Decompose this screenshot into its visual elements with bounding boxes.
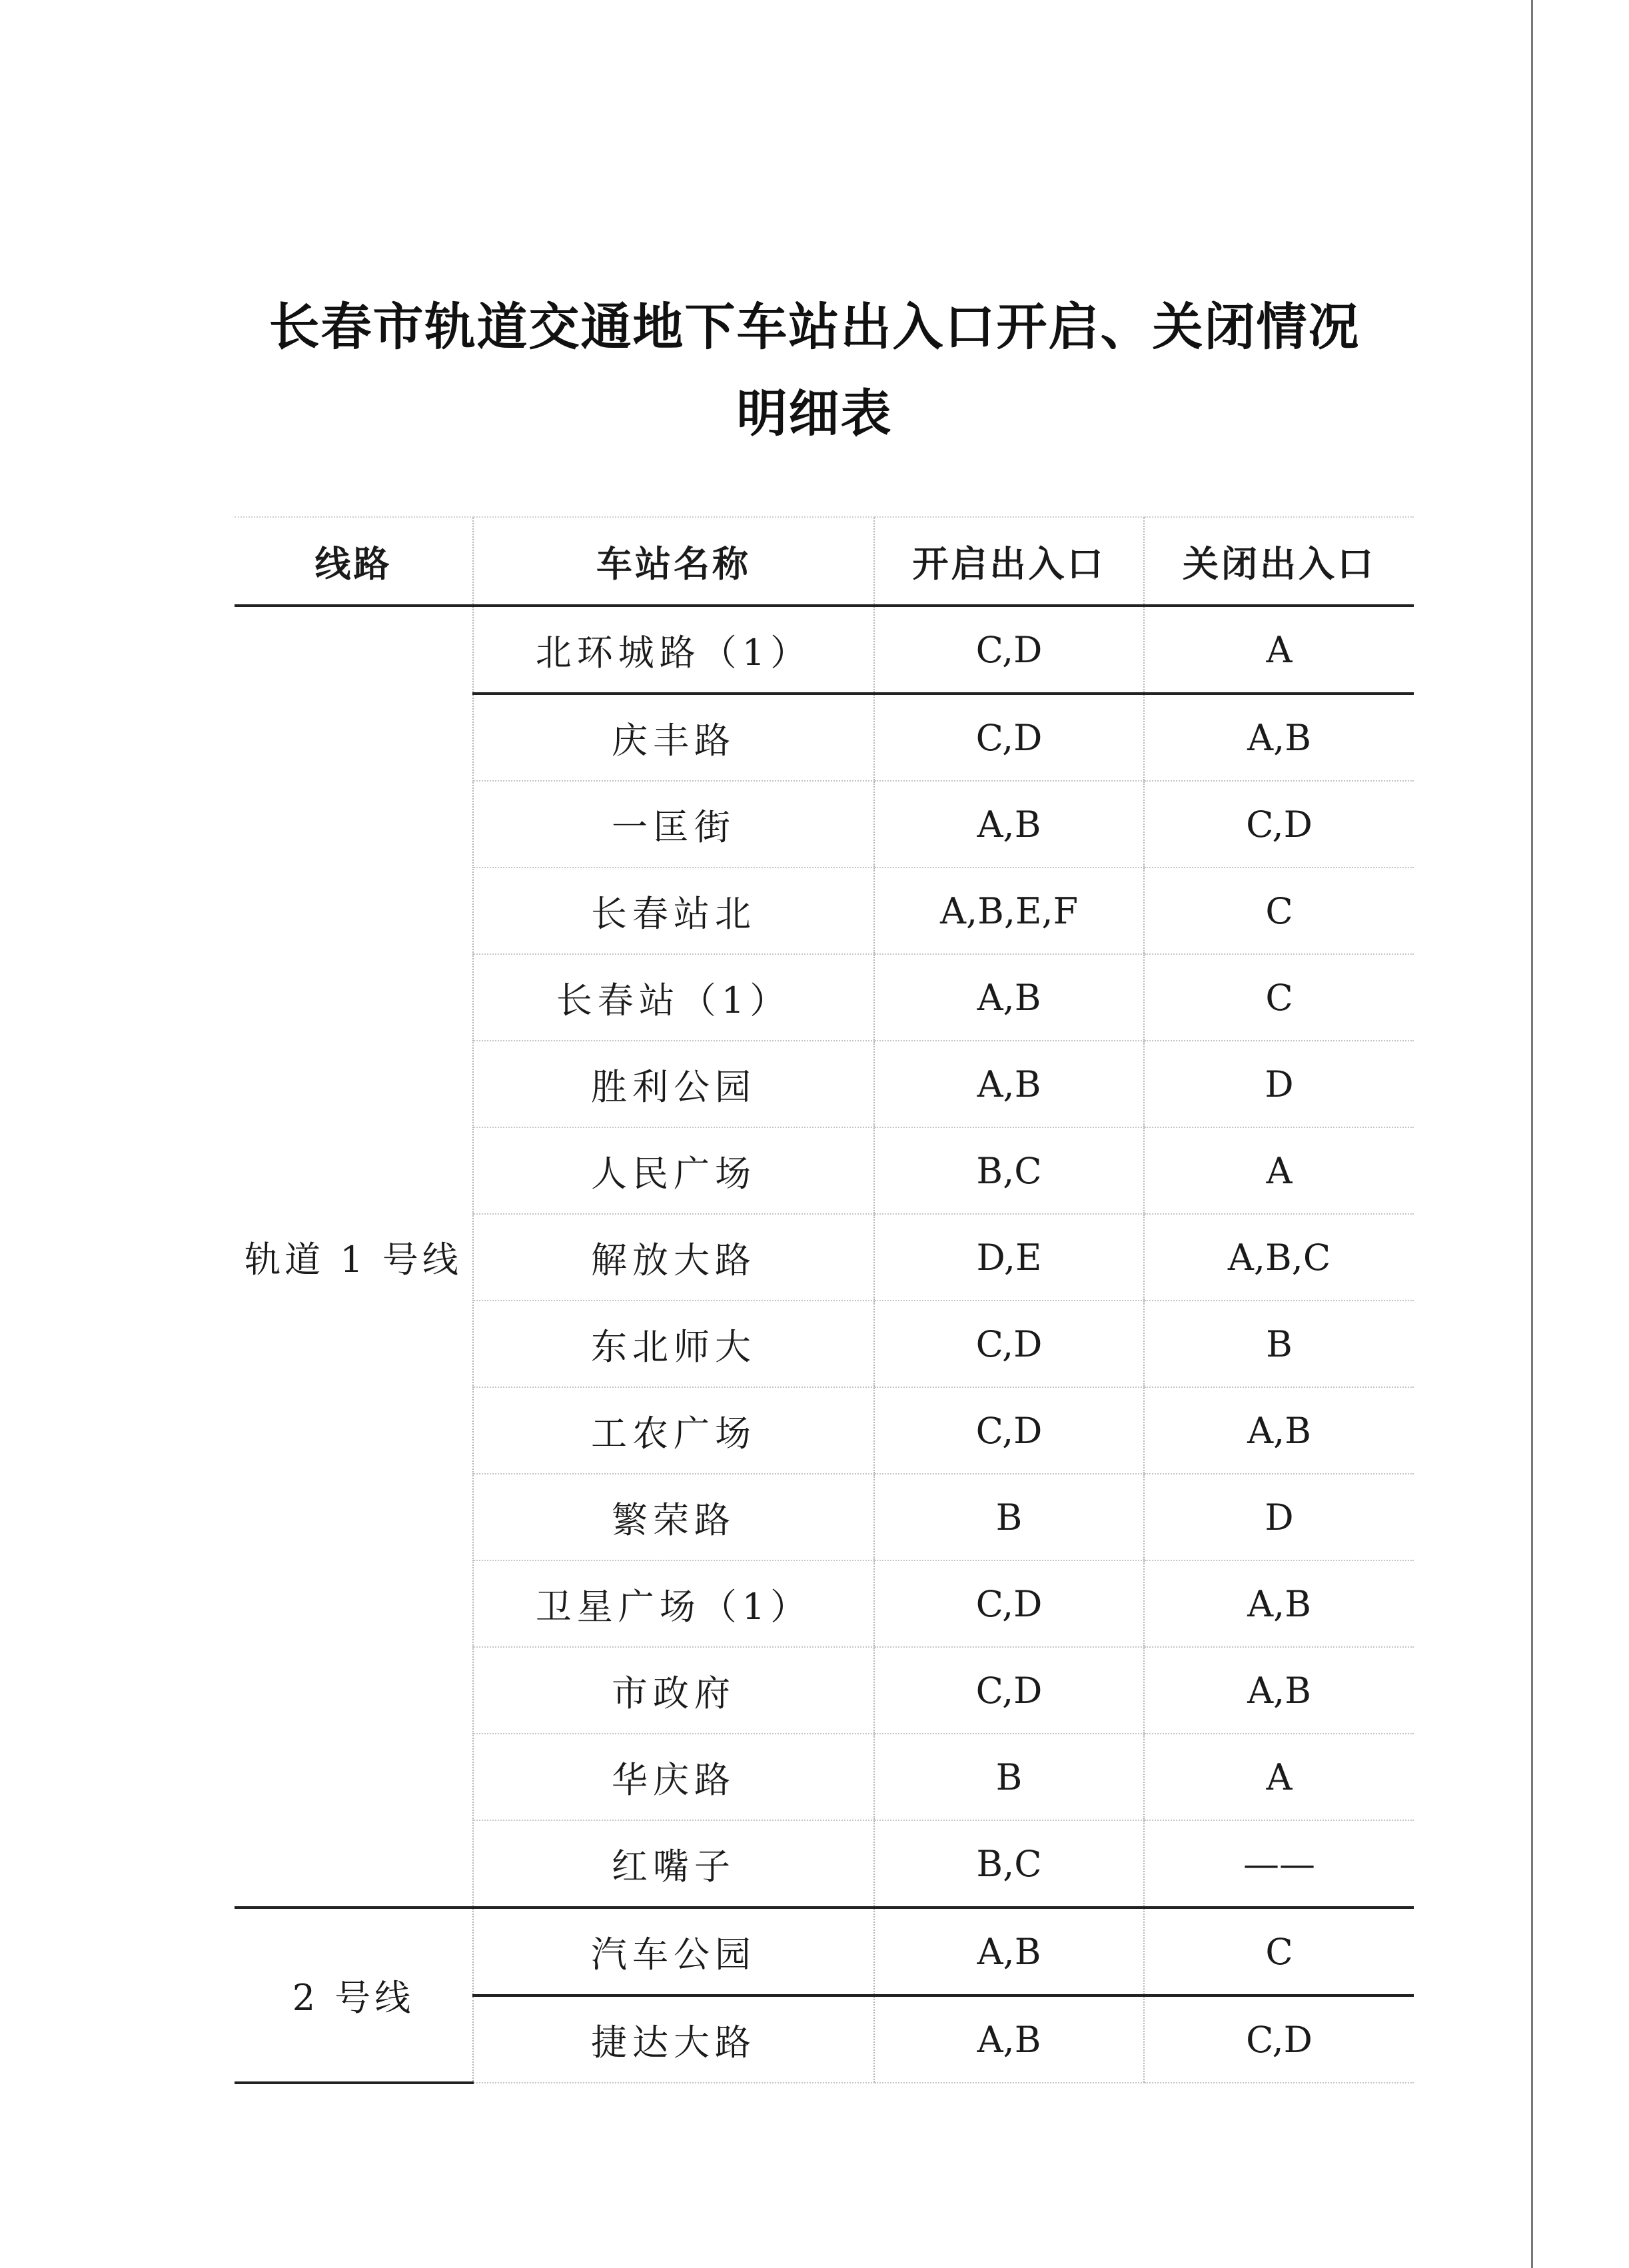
open-entrances: D,E [874, 1214, 1144, 1301]
closed-entrances: A,B,C [1144, 1214, 1414, 1301]
station-name: 解放大路 [473, 1214, 874, 1301]
open-entrances: C,D [874, 1387, 1144, 1474]
station-name: 东北师大 [473, 1301, 874, 1387]
closed-entrances: A,B [1144, 694, 1414, 781]
open-entrances: C,D [874, 694, 1144, 781]
open-entrances: A,B [874, 781, 1144, 867]
closed-entrances: C,D [1144, 1995, 1414, 2083]
station-name: 市政府 [473, 1647, 874, 1734]
open-entrances: B [874, 1734, 1144, 1820]
table-row [235, 606, 1414, 694]
closed-entrances: C [1144, 1908, 1414, 1995]
station-entrance-table [235, 516, 1414, 2084]
open-entrances: A,B [874, 954, 1144, 1041]
open-entrances: B,C [874, 1820, 1144, 1908]
open-entrances: A,B [874, 1995, 1144, 2083]
open-entrances: A,B [874, 1041, 1144, 1127]
closed-entrances: A,B [1144, 1387, 1414, 1474]
table-header-row [235, 517, 1414, 606]
document-title: 长春市轨道交通地下车站出入口开启、关闭情况 [269, 297, 1360, 356]
closed-entrances: D [1144, 1474, 1414, 1560]
table-body [235, 606, 1414, 2083]
header-station: 车站名称 [473, 517, 874, 606]
closed-entrances: A [1144, 1734, 1414, 1820]
line-cell: 轨道 1 号线 [235, 606, 473, 1908]
station-name: 一匡街 [473, 781, 874, 867]
station-name: 北环城路（1） [473, 606, 874, 694]
closed-entrances: D [1144, 1041, 1414, 1127]
station-name: 红嘴子 [473, 1820, 874, 1908]
station-name: 长春站（1） [473, 954, 874, 1041]
closed-entrances: —— [1144, 1820, 1414, 1908]
table-row [235, 1908, 1414, 1995]
open-entrances: C,D [874, 1647, 1144, 1734]
open-entrances: B [874, 1474, 1144, 1560]
open-entrances: C,D [874, 606, 1144, 694]
header-line: 线路 [235, 517, 473, 606]
station-name: 繁荣路 [473, 1474, 874, 1560]
open-entrances: A,B,E,F [874, 867, 1144, 954]
station-name: 工农广场 [473, 1387, 874, 1474]
closed-entrances: C,D [1144, 781, 1414, 867]
open-entrances: B,C [874, 1127, 1144, 1214]
station-name: 人民广场 [473, 1127, 874, 1214]
open-entrances: C,D [874, 1560, 1144, 1647]
closed-entrances: A,B [1144, 1560, 1414, 1647]
station-name: 华庆路 [473, 1734, 874, 1820]
station-name: 胜利公园 [473, 1041, 874, 1127]
open-entrances: A,B [874, 1908, 1144, 1995]
header-closed-entrances: 关闭出入口 [1144, 517, 1414, 606]
closed-entrances: A [1144, 606, 1414, 694]
closed-entrances: C [1144, 867, 1414, 954]
station-name: 捷达大路 [473, 1995, 874, 2083]
open-entrances: C,D [874, 1301, 1144, 1387]
closed-entrances: A [1144, 1127, 1414, 1214]
closed-entrances: B [1144, 1301, 1414, 1387]
closed-entrances: C [1144, 954, 1414, 1041]
station-name: 卫星广场（1） [473, 1560, 874, 1647]
station-name: 庆丰路 [473, 694, 874, 781]
line-cell: 2 号线 [235, 1908, 473, 2083]
closed-entrances: A,B [1144, 1647, 1414, 1734]
station-name: 汽车公园 [473, 1908, 874, 1995]
station-name: 长春站北 [473, 867, 874, 954]
header-open-entrances: 开启出入口 [874, 517, 1144, 606]
document-title-continued: 明细表 [736, 384, 893, 443]
